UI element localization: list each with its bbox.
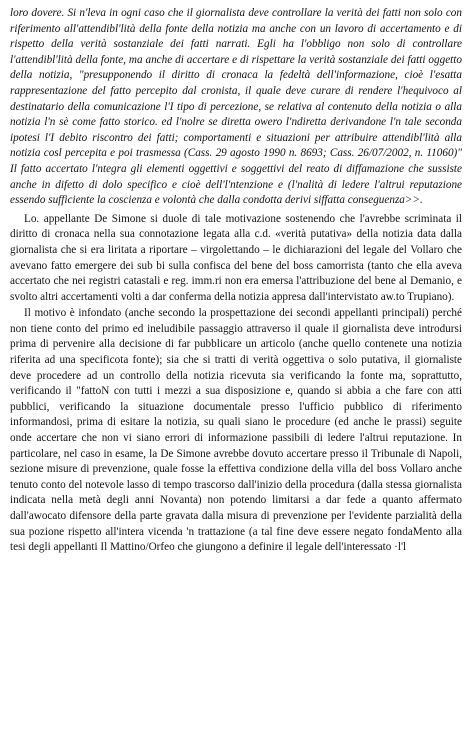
page-edge <box>0 742 470 746</box>
paragraph-appeal: Lo. appellante De Simone si duole di tale motivazione sostenendo che l'avrebbe scriminata il diritto di cronaca nella sua connotazione legata alla c.d. «verità putativa» della notizia data dalla giornalista che si era liritata a riportare – virgolettando – le dichiarazioni del legale del Vollaro che avevano fatto emergere dei sub bi sulla confisca del bene del boss camorrista (tanto che ella aveva accertato che nei registri catastali e reg. imm.ri non era emersa l'attribuzione del bene al Demanio, e svolto altri accertamenti volti a dar conferma della notizia appresa dall'intervistato aw.to Trupiano). <box>10 212 462 303</box>
paragraph-ruling: Il motivo è infondato (anche secondo la prospettazione dei secondi appellanti principali) perché non tiene conto del primo ed ineludibile passaggio attraverso il quale il giornalista deve introdursi prima di pervenire alla decisione di far pubblicare un articolo (anche quello contenete una notizia riferita ad una specificota fonte); sia che si tratti di verità oggettiva o solo putativa, il giornaliste deve procedere ad un controllo della notizia ricevuta sia verificando la fonte ma, soprattutto, verificando il "fattoN con tutti i mezzi a sua disposizione e, quando si abbia a che fare con atti pubblici, verificando la situazione documentale presso l'ufficio pubblico di riferimento informandosi, prima di esitare la notizia, su quali siano le procedure (ed anche le prassi) seguite onde accertare che non vi siano errori di informazione passibili di ledere l'altrui reputazione. In particolare, nel caso in esame, la De Simone avrebbe dovuto accertare presso il Tribunale di Napoli, sezione misure di prevenzione, quale fosse la effettiva condizione della villa del boss Vollaro anche tenuto conto del notevole lasso di tempo trascorso dall'inizio della procedura (dalla stessa giornalista indicata nella metà degli anni Novanta) non potendo limitarsi a dar fede a quanto affermato dall'awocato difensore della parte gravata dalla misura di prevenzione per l'evidente parzialità della sua pozione rispetto all'intera vicenda 'n trattazione (a tal fine deve essere negato fondaMento alla tesi degli appellanti Il Mattino/Orfeo che giungono a definire il legale dell'interessato ·l'l <box>10 307 462 554</box>
quoted-passage: loro dovere. Si n'leva in ogni caso che il giornalista deve controllare la verità dei fatti non solo con riferimento all'attendibl'lità della fonte della notizia ma anche con un lavoro di accertamento e di rispetto della verità sostanziale dei fatti narrati. Egli ha l'obbligo non solo di controllare l'attendibl'lità della fonte, ma anche di accertare e di rispettare la verità sostanziale dei fatti oggetto della notizia, "presupponendo il diritto di cronaca la fedeltà dell'informazione, cioè l'esatta rappresentazione del fatto percepito dal cronista, il quale deve curare di rendere l'hequivoco al destinatario della comunicazione l'I tipo di percezione, se relativa al contenuto della notizia o alla notizia l'n sè come fatto storico. ed l'nolre se diretta owero l'ndiretta derivandone l'n tale seconda ipotesi l'I debito riscontro dei fatti; comportamenti e situazioni per attribuire attendibl'lità alla notizia cosl percepita e poi trasmessa (Cass. 29 agosto 1990 n. 8693; Cass. 26/07/2002, n. 11060)" Il fatto accertato l'ntegra gli elementi oggettivi e soggettivi del reato di diffamazione che sussiste anche in difetto di dolo specifico e cioè dell'l'ntenzione e (l'nalità di ledere l'altrui reputazione essendo sufficiente la coscienza e volontà che dalla condotta derivi siffatta conseguenza>>. <box>10 7 462 207</box>
